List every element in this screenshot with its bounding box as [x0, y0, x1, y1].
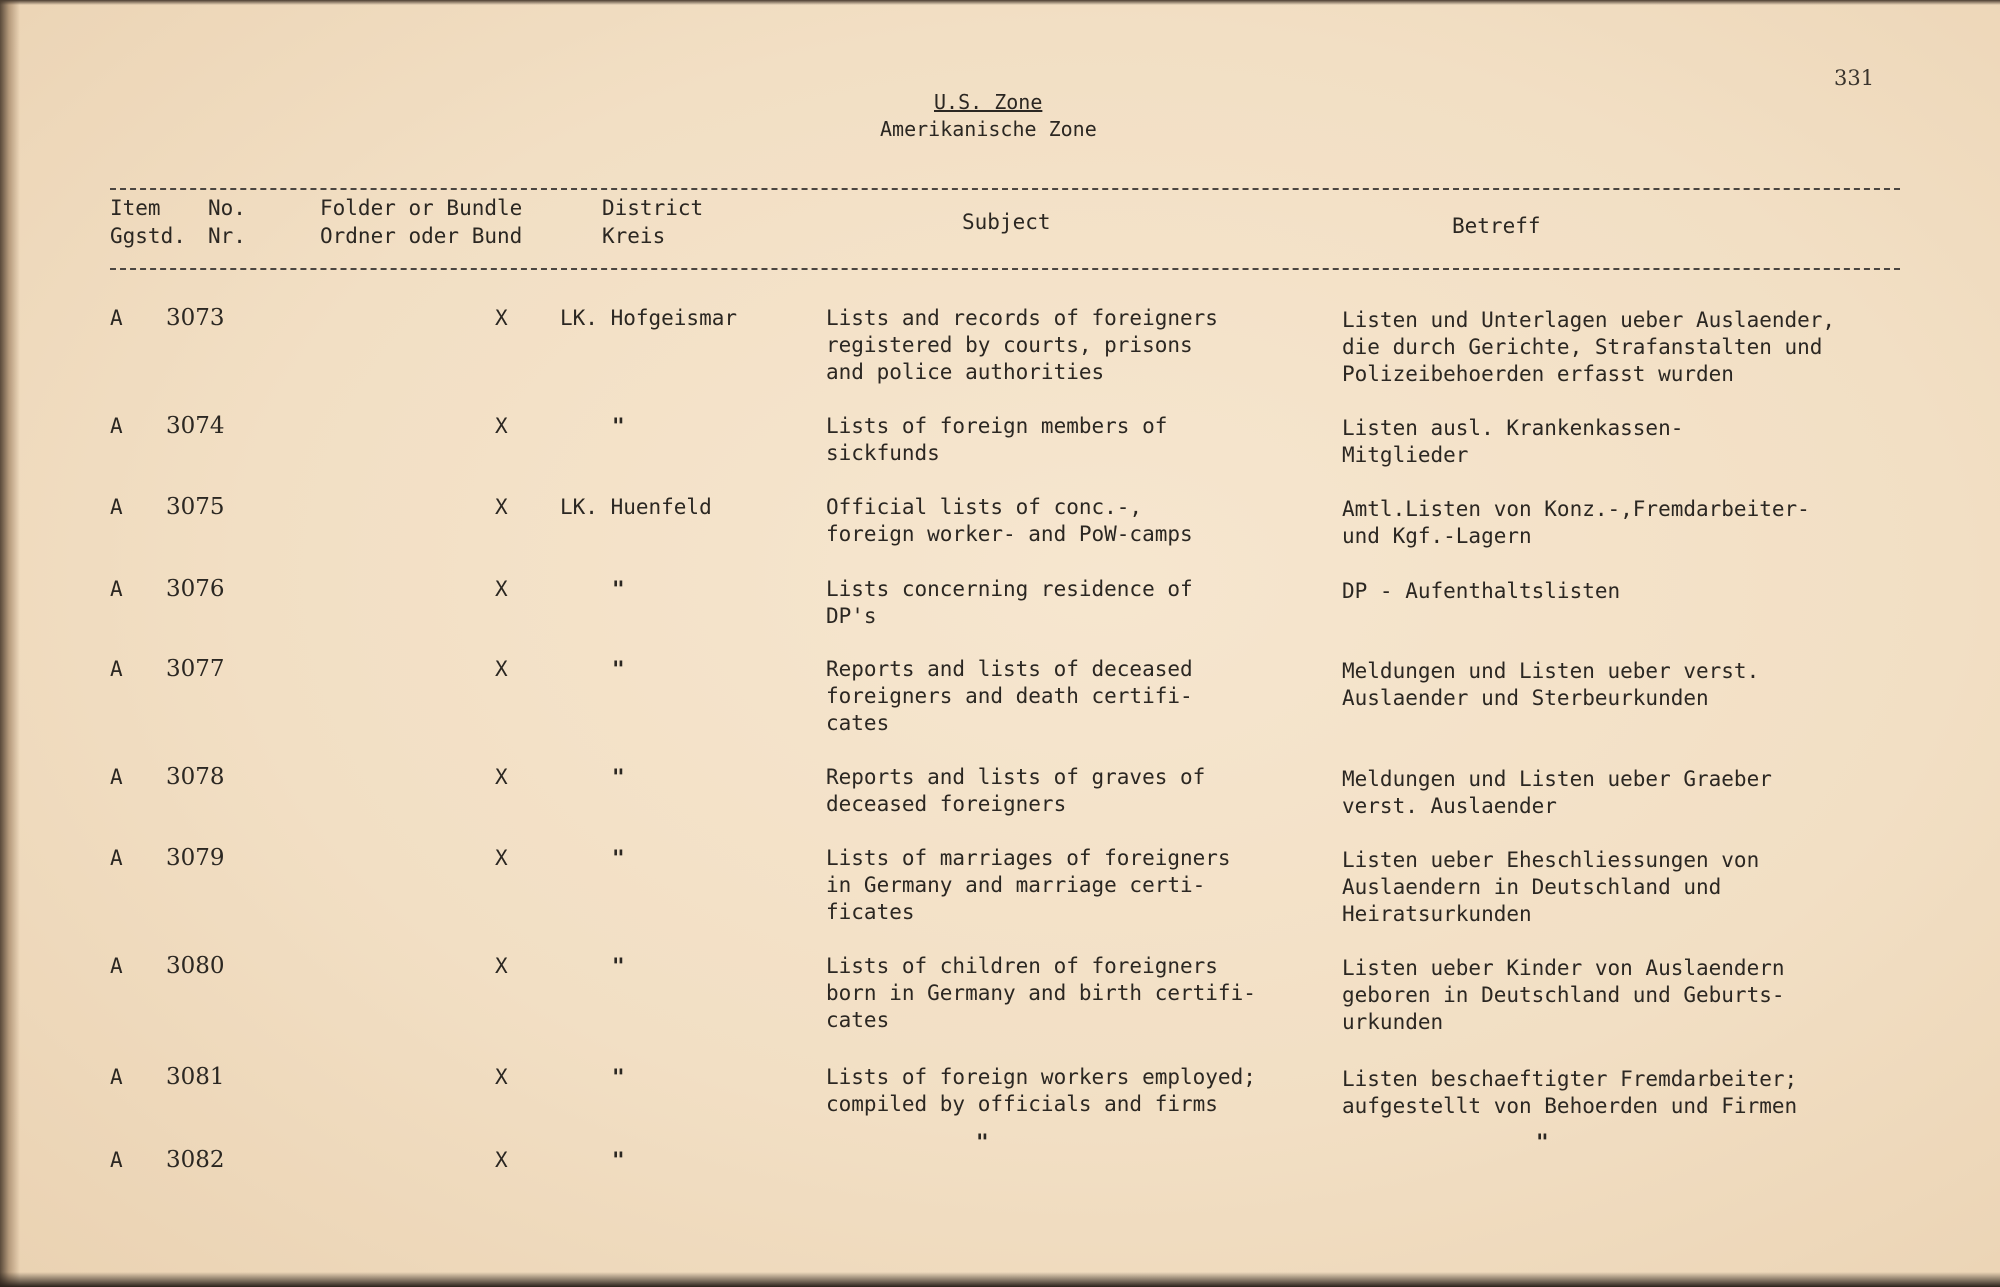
subject-cell [826, 953, 1256, 1034]
subject-cell-line: cates [826, 711, 890, 735]
betreff-cell-line: aufgestellt von Behoerden und Firmen [1342, 1094, 1798, 1118]
betreff-cell-line: Listen beschaeftigter Fremdarbeiter; [1342, 1067, 1798, 1091]
subject-cell-line: Lists concerning residence of [826, 577, 1193, 601]
item-code: A [110, 495, 123, 519]
header-bottom-rule [110, 268, 1900, 270]
betreff-cell-line: Listen und Unterlagen ueber Auslaender, [1342, 308, 1836, 332]
subject-cell-line: Official lists of conc.-, [826, 495, 1143, 519]
item-code: A [110, 765, 123, 789]
item-number: 3078 [166, 764, 225, 790]
betreff-cell-line: Listen ueber Eheschliessungen von [1342, 848, 1760, 872]
subject-cell-line: Lists of foreign workers employed; [826, 1065, 1256, 1089]
betreff-cell-line: Listen ausl. Krankenkassen- [1342, 416, 1684, 440]
betreff-cell [1342, 496, 1810, 550]
district-cell: " [612, 954, 625, 978]
folder-mark: X [495, 1065, 508, 1089]
page-title: U.S. Zone [934, 90, 1043, 114]
item-code: A [110, 1148, 123, 1172]
page-bottom-edge [0, 1272, 2000, 1287]
item-code: A [110, 414, 123, 438]
betreff-cell-line: DP - Aufenthaltslisten [1342, 579, 1621, 603]
betreff-cell-line: Heiratsurkunden [1342, 902, 1532, 926]
subject-cell [826, 845, 1231, 926]
folder-mark: X [495, 414, 508, 438]
subject-cell-line: compiled by officials and firms [826, 1092, 1218, 1116]
folder-mark: X [495, 765, 508, 789]
betreff-cell-line: Meldungen und Listen ueber verst. [1342, 659, 1760, 683]
header-ordner: Ordner oder Bund [320, 224, 523, 248]
item-number: 3075 [166, 494, 225, 520]
header-top-rule [110, 188, 1900, 190]
subject-cell [826, 305, 1218, 386]
subject-cell-line: and police authorities [826, 360, 1105, 384]
subject-cell-line: registered by courts, prisons [826, 333, 1193, 357]
betreff-cell [1342, 578, 1620, 605]
district-cell: LK. Hofgeismar [560, 306, 738, 330]
item-code: A [110, 846, 123, 870]
subject-cell-line: Lists of children of foreigners [826, 954, 1218, 978]
item-number: 3076 [166, 576, 225, 602]
item-code: A [110, 657, 123, 681]
header-folder: Folder or Bundle [320, 196, 523, 220]
subject-cell [826, 1064, 1256, 1118]
page-top-edge [0, 0, 2000, 5]
betreff-cell-line: " [1536, 1130, 1549, 1154]
subject-cell-line: cates [826, 1008, 890, 1032]
subject-cell [826, 576, 1193, 630]
subject-cell-line: Reports and lists of deceased [826, 657, 1193, 681]
subject-cell-line: Lists and records of foreigners [826, 306, 1218, 330]
betreff-cell-line: verst. Auslaender [1342, 794, 1557, 818]
header-no: No. [208, 196, 246, 220]
betreff-cell-line: Auslaender und Sterbeurkunden [1342, 686, 1709, 710]
header-nr: Nr. [208, 224, 246, 248]
betreff-cell [1342, 1066, 1797, 1120]
district-cell: " [612, 577, 625, 601]
subject-cell [826, 656, 1193, 737]
item-code: A [110, 306, 123, 330]
folder-mark: X [495, 846, 508, 870]
subject-cell-line: foreigners and death certifi- [826, 684, 1193, 708]
subject-cell-line: deceased foreigners [826, 792, 1067, 816]
betreff-cell [1342, 955, 1785, 1036]
item-code: A [110, 1065, 123, 1089]
district-cell: " [612, 1148, 625, 1172]
header-betreff: Betreff [1452, 214, 1541, 238]
item-number: 3079 [166, 845, 225, 871]
subject-cell-line: in Germany and marriage certi- [826, 873, 1206, 897]
header-subject: Subject [962, 210, 1051, 234]
page-number: 331 [1834, 66, 1875, 90]
folder-mark: X [495, 657, 508, 681]
subject-cell-line: Reports and lists of graves of [826, 765, 1206, 789]
item-code: A [110, 954, 123, 978]
item-number: 3074 [166, 413, 225, 439]
header-item: Item [110, 196, 161, 220]
subject-cell-line: born in Germany and birth certifi- [826, 981, 1256, 1005]
item-number: 3073 [166, 305, 225, 331]
header-district: District [602, 196, 704, 220]
betreff-cell [1536, 1129, 1549, 1156]
district-cell: LK. Huenfeld [560, 495, 712, 519]
betreff-cell-line: Listen ueber Kinder von Auslaendern [1342, 956, 1785, 980]
subject-cell-line: sickfunds [826, 441, 940, 465]
header-ggstd: Ggstd. [110, 224, 186, 248]
folder-mark: X [495, 306, 508, 330]
betreff-cell-line: urkunden [1342, 1010, 1444, 1034]
betreff-cell-line: Polizeibehoerden erfasst wurden [1342, 362, 1734, 386]
betreff-cell [1342, 766, 1772, 820]
folder-mark: X [495, 954, 508, 978]
folder-mark: X [495, 577, 508, 601]
betreff-cell [1342, 307, 1835, 388]
subject-cell-line: Lists of marriages of foreigners [826, 846, 1231, 870]
subject-cell-line: " [976, 1130, 989, 1154]
item-number: 3077 [166, 656, 225, 682]
subject-cell [826, 494, 1193, 548]
page-subtitle: Amerikanische Zone [880, 117, 1097, 141]
subject-cell-line: DP's [826, 604, 877, 628]
header-kreis: Kreis [602, 224, 666, 248]
district-cell: " [612, 846, 625, 870]
betreff-cell [1342, 847, 1759, 928]
subject-cell-line: ficates [826, 900, 915, 924]
folder-mark: X [495, 495, 508, 519]
item-code: A [110, 577, 123, 601]
betreff-cell-line: die durch Gerichte, Strafanstalten und [1342, 335, 1823, 359]
binding-shadow [0, 0, 20, 1287]
betreff-cell-line: und Kgf.-Lagern [1342, 524, 1532, 548]
item-number: 3082 [166, 1147, 225, 1173]
district-cell: " [612, 1065, 625, 1089]
district-cell: " [612, 765, 625, 789]
district-cell: " [612, 414, 625, 438]
subject-cell [826, 764, 1205, 818]
betreff-cell-line: Amtl.Listen von Konz.-,Fremdarbeiter- [1342, 497, 1810, 521]
betreff-cell-line: Auslaendern in Deutschland und [1342, 875, 1722, 899]
subject-cell-line: foreign worker- and PoW-camps [826, 522, 1193, 546]
subject-cell [976, 1129, 989, 1156]
folder-mark: X [495, 1148, 508, 1172]
betreff-cell [1342, 658, 1759, 712]
item-number: 3080 [166, 953, 225, 979]
betreff-cell-line: geboren in Deutschland und Geburts- [1342, 983, 1785, 1007]
item-number: 3081 [166, 1064, 225, 1090]
subject-cell [826, 413, 1167, 467]
subject-cell-line: Lists of foreign members of [826, 414, 1168, 438]
betreff-cell-line: Mitglieder [1342, 443, 1469, 467]
betreff-cell [1342, 415, 1683, 469]
betreff-cell-line: Meldungen und Listen ueber Graeber [1342, 767, 1772, 791]
district-cell: " [612, 657, 625, 681]
